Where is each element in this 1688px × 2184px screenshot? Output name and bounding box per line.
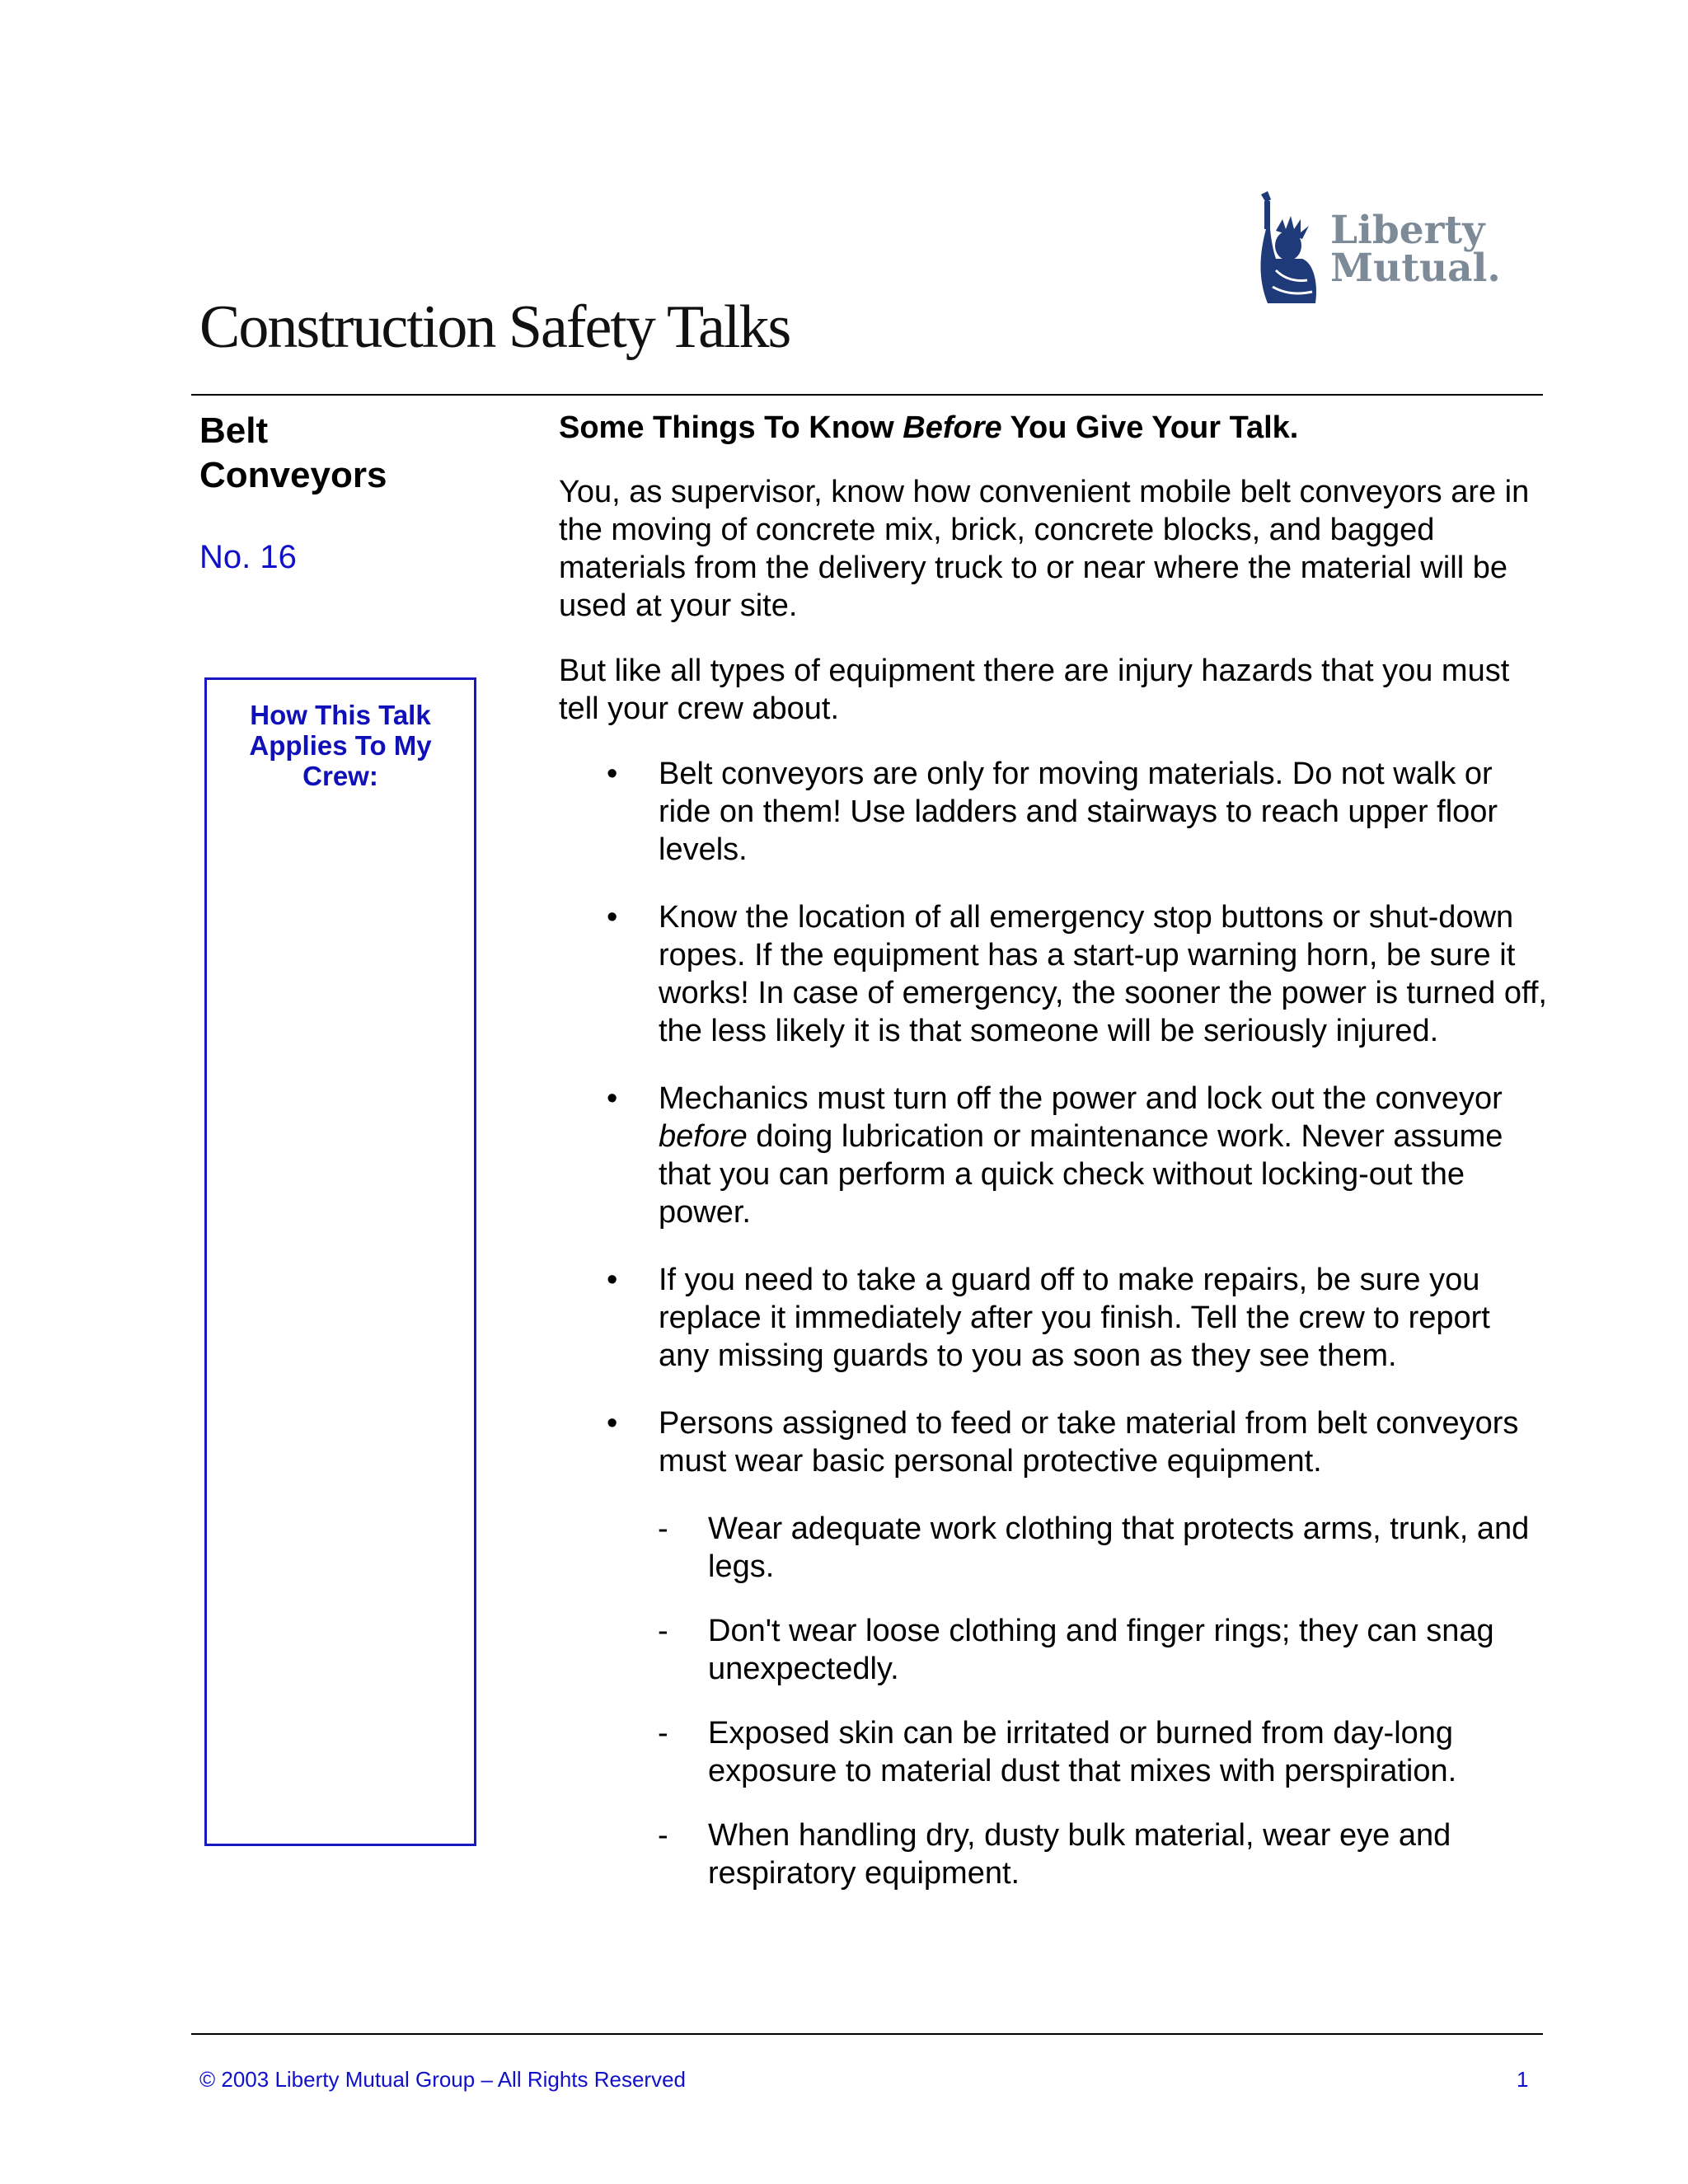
ppe-item-text: Don't wear loose clothing and finger rings; they can snag unexpectedly. xyxy=(708,1614,1494,1686)
talk-number: No. 16 xyxy=(199,539,297,575)
footer-divider xyxy=(191,2033,1543,2035)
topic-title xyxy=(199,409,387,498)
hazard-item-text: Know the location of all emergency stop buttons or shut-down ropes. If the equipment has a start-up warning horn, be sure it works! In case of emergency, the sooner the power is turned off, the less likely it is that someone will be seriously injured. xyxy=(659,900,1547,1048)
topic-line-1: Belt xyxy=(199,410,269,451)
intro-heading-start: Some Things To Know xyxy=(559,410,903,445)
hazard-item xyxy=(559,1261,1548,1375)
hazard-item xyxy=(559,1404,1548,1480)
hazard-item xyxy=(559,755,1548,869)
ppe-item xyxy=(559,1612,1548,1688)
ppe-item-text: Exposed skin can be irritated or burned from day-long exposure to material dust that mixes with perspiration. xyxy=(708,1716,1457,1788)
hazard-text-end: doing lubrication or maintenance work. Never assume that you can perform a quick check without locking-out the power. xyxy=(659,1119,1503,1230)
hazard-item-text xyxy=(659,1081,1503,1230)
ppe-item-text: When handling dry, dusty bulk material, wear eye and respiratory equipment. xyxy=(708,1818,1451,1891)
intro-paragraph-1: You, as supervisor, know how convenient mobile belt conveyors are in the moving of concrete mix, brick, concrete blocks, and bagged materials from the delivery truck to or near where the material will be used at your site. xyxy=(559,475,1530,623)
dash-marker: - xyxy=(658,1716,668,1750)
crew-notes-label: How This Talk Applies To My Crew: xyxy=(249,700,432,791)
hazard-item xyxy=(559,1080,1548,1231)
intro-heading xyxy=(559,409,1548,447)
series-title: Construction Safety Talks xyxy=(199,293,790,361)
logo-line-2: Mutual. xyxy=(1330,246,1501,291)
copyright-notice: © 2003 Liberty Mutual Group – All Rights Reserved xyxy=(199,2067,687,2092)
bullet-marker: • xyxy=(607,1406,618,1441)
liberty-mutual-logo xyxy=(1243,188,1507,312)
talk-content xyxy=(559,409,1548,1919)
header-divider xyxy=(191,394,1543,396)
hazard-text-start: Mechanics must turn off the power and lock out the conveyor xyxy=(659,1081,1503,1116)
ppe-item xyxy=(559,1714,1548,1790)
hazard-item-text: Persons assigned to feed or take material from belt conveyors must wear basic personal protective equipment. xyxy=(659,1406,1519,1479)
ppe-list xyxy=(559,1510,1548,1892)
crew-notes-box xyxy=(204,677,476,1846)
hazard-list xyxy=(559,755,1548,1480)
intro-heading-emphasis: Before xyxy=(903,410,1002,445)
hazard-item-text: If you need to take a guard off to make repairs, be sure you replace it immediately after you finish. Tell the crew to report any missing guards to you as soon as they see them. xyxy=(659,1263,1490,1373)
topic-line-2: Conveyors xyxy=(199,455,387,495)
hazard-text-emphasis: before xyxy=(659,1119,748,1154)
dash-marker: - xyxy=(658,1614,668,1648)
ppe-item xyxy=(559,1816,1548,1892)
hazard-item xyxy=(559,898,1548,1050)
bullet-marker: • xyxy=(607,1263,618,1297)
logo-line-1: Liberty xyxy=(1330,208,1485,253)
intro-paragraph-2: But like all types of equipment there are injury hazards that you must tell your crew about. xyxy=(559,654,1510,726)
bullet-marker: • xyxy=(607,900,618,935)
dash-marker: - xyxy=(658,1511,668,1546)
ppe-item-text: Wear adequate work clothing that protects arms, trunk, and legs. xyxy=(708,1511,1530,1584)
bullet-marker: • xyxy=(607,1081,618,1116)
logo-wordmark xyxy=(1330,208,1501,291)
intro-heading-end: You Give Your Talk. xyxy=(1001,410,1299,445)
hazard-item-text: Belt conveyors are only for moving materials. Do not walk or ride on them! Use ladders and stairways to reach upper floor levels. xyxy=(659,757,1498,867)
ppe-item xyxy=(559,1510,1548,1586)
statue-of-liberty-icon xyxy=(1243,188,1325,312)
page-number: 1 xyxy=(1517,2067,1529,2092)
bullet-marker: • xyxy=(607,757,618,791)
dash-marker: - xyxy=(658,1818,668,1853)
